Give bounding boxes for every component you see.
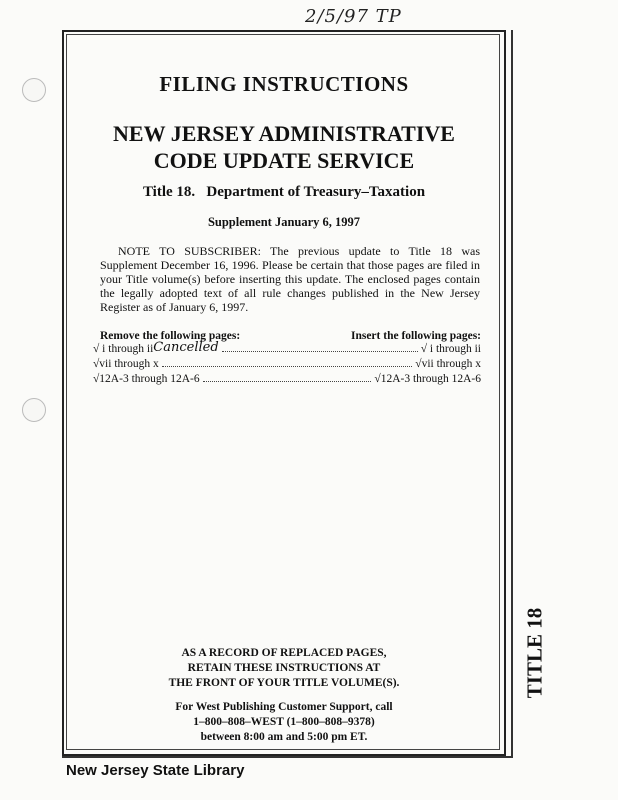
title-subtitle: Title 18. Department of Treasury–Taxation	[142, 184, 426, 200]
title-tab-label: TITLE 18	[522, 607, 547, 698]
record-line: RETAIN THESE INSTRUCTIONS AT	[187, 662, 381, 674]
handwritten-annotation: Cancelled	[153, 340, 219, 355]
insert-range: √vii through x	[415, 358, 481, 370]
page-title: FILING INSTRUCTIONS	[159, 72, 409, 96]
supplement-date: Supplement January 6, 1997	[207, 215, 361, 229]
record-line: AS A RECORD OF REPLACED PAGES,	[181, 647, 387, 659]
insert-range: √12A-3 through 12A-6	[374, 373, 481, 385]
insert-pages-header: Insert the following pages:	[350, 330, 481, 342]
customer-support	[62, 700, 506, 745]
support-phone: 1–800–808–WEST (1–800–808–9378)	[193, 716, 375, 728]
library-stamp: New Jersey State Library	[66, 762, 245, 779]
tab-divider-rule	[511, 30, 513, 756]
table-row	[93, 370, 481, 385]
dot-leader	[162, 366, 413, 367]
bottom-divider-rule	[62, 756, 513, 758]
remove-range: √vii through x	[93, 358, 159, 370]
support-line: For West Publishing Customer Support, call	[175, 701, 393, 713]
record-line: THE FRONT OF YOUR TITLE VOLUME(S).	[168, 677, 400, 689]
insert-range: √ i through ii	[420, 343, 481, 355]
punch-hole	[22, 78, 46, 102]
handwritten-date-note: 2/5/97 TP	[305, 6, 402, 27]
remove-range: √12A-3 through 12A-6	[93, 373, 200, 385]
subscriber-note	[100, 244, 480, 314]
title-tab	[520, 605, 550, 700]
table-row	[93, 355, 481, 370]
remove-range: √ i through ii	[93, 343, 154, 355]
record-instructions	[62, 646, 506, 691]
code-title: NEW JERSEY ADMINISTRATIVE CODE UPDATE SERVICE	[113, 121, 455, 173]
dot-leader	[203, 381, 372, 382]
table-row	[93, 340, 481, 355]
support-hours: between 8:00 am and 5:00 pm ET.	[200, 731, 368, 743]
punch-hole	[22, 398, 46, 422]
dot-leader	[222, 351, 418, 352]
subscriber-note-text: NOTE TO SUBSCRIBER: The previous update to Title 18 was Supplement December 16, 1996. Please be certain that those pages are filed in your Title volume(s) before inserting this update. The enclosed pages contain the legally adopted text of all rule changes published in the New Jersey Register as of January 6, 1997.	[100, 244, 480, 314]
remove-pages-header: Remove the following pages:	[100, 330, 241, 342]
